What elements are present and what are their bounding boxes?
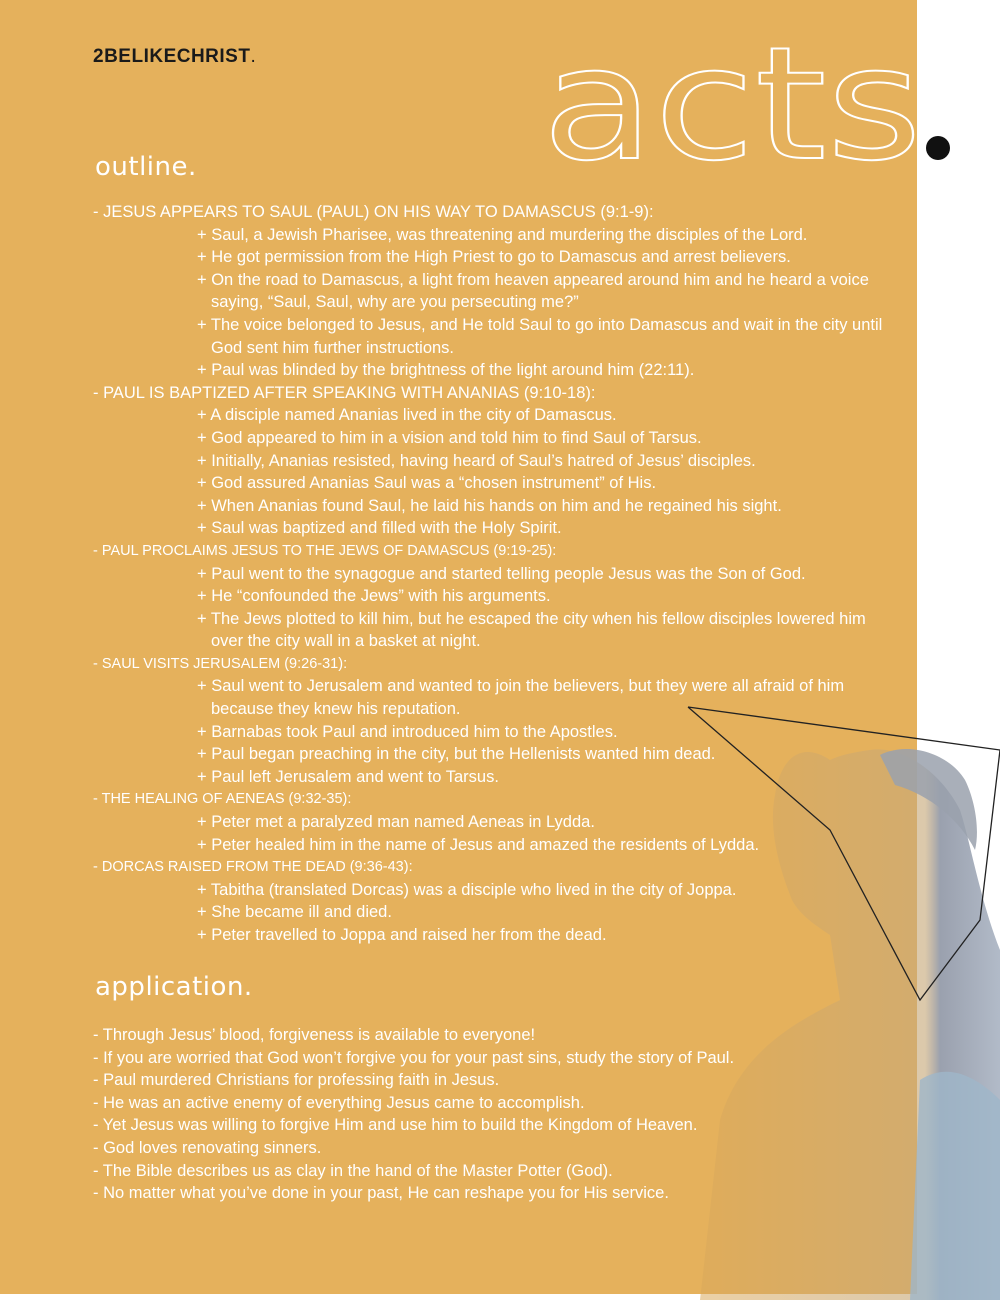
outline-section (93, 856, 883, 946)
outline-item: + Paul was blinded by the brightness of the light around him (22:11). (197, 361, 695, 380)
section-items (93, 224, 883, 382)
outline-item: + Peter travelled to Joppa and raised her from the dead. (197, 926, 607, 944)
application-item: - Yet Jesus was willing to forgive Him and use him to build the Kingdom of Heaven. (93, 1116, 698, 1135)
outline-item: + Saul was baptized and filled with the Holy Spirit. (197, 519, 562, 538)
brand-dot: . (250, 46, 257, 67)
outline-item: + He got permission from the High Priest to go to Damascus and arrest believers. (197, 248, 791, 267)
section-items (93, 879, 883, 947)
outline-item: + God assured Ananias Saul was a “chosen instrument” of His. (197, 474, 657, 493)
section-title: - JESUS APPEARS TO SAUL (PAUL) ON HIS WAY TO DAMASCUS (9:1-9): (93, 203, 654, 221)
section-items (93, 811, 883, 856)
outline-item: + Peter met a paralyzed man named Aeneas in Lydda. (197, 813, 595, 832)
application-item: - Through Jesus’ blood, forgiveness is available to everyone! (93, 1026, 536, 1044)
title-dot (926, 136, 950, 160)
outline-section (93, 540, 883, 653)
section-title: - SAUL VISITS JERUSALEM (9:26-31): (93, 655, 348, 672)
outline-item: + Peter healed him in the name of Jesus and amazed the residents of Lydda. (197, 835, 760, 854)
application-item: - The Bible describes us as clay in the hand of the Master Potter (God). (93, 1161, 613, 1180)
outline-item: + Saul, a Jewish Pharisee, was threatening and murdering the disciples of the Lord. (197, 225, 808, 244)
outline-item: + The voice belonged to Jesus, and He told Saul to go into Damascus and wait in the city until God sent him further instructions. (197, 315, 883, 357)
outline-item: + When Ananias found Saul, he laid his hands on him and he regained his sight. (197, 496, 782, 515)
outline-section (93, 382, 883, 540)
section-items (93, 675, 883, 788)
section-items (93, 404, 883, 540)
outline-section (93, 788, 883, 856)
section-items (93, 563, 883, 653)
outline-section (93, 201, 883, 382)
brand-logo (93, 46, 256, 68)
acts-title (540, 40, 960, 180)
outline-item: + On the road to Damascus, a light from heaven appeared around him and he heard a voice saying, “Saul, Saul, why are you persecuting me?” (197, 270, 869, 312)
outline-item: + Paul began preaching in the city, but the Hellenists wanted him dead. (197, 745, 716, 764)
acts-title-text: acts (542, 40, 922, 180)
outline-item: + A disciple named Ananias lived in the city of Damascus. (197, 406, 617, 425)
application-item: - No matter what you’ve done in your past, He can reshape you for His service. (93, 1184, 669, 1203)
application-list (93, 1024, 883, 1205)
brand-name: 2BELIKECHRIST (93, 46, 251, 67)
outline-item: + The Jews plotted to kill him, but he escaped the city when his fellow disciples lowered him over the city wall in a basket at night. (197, 609, 866, 651)
application-item: - God loves renovating sinners. (93, 1138, 322, 1157)
section-title: - DORCAS RAISED FROM THE DEAD (9:36-43): (93, 859, 413, 876)
outline-item: + Paul went to the synagogue and started telling people Jesus was the Son of God. (197, 564, 806, 583)
outline-item: + Barnabas took Paul and introduced him to the Apostles. (197, 722, 618, 741)
application-item: - If you are worried that God won’t forgive you for your past sins, study the story of Paul. (93, 1048, 735, 1067)
outline-list (93, 201, 883, 947)
outline-item: + Saul went to Jerusalem and wanted to join the believers, but they were all afraid of him because they knew his reputation. (197, 677, 845, 719)
outline-heading: outline. (95, 152, 197, 182)
outline-item: + Tabitha (translated Dorcas) was a disciple who lived in the city of Joppa. (197, 880, 737, 899)
section-title: - THE HEALING OF AENEAS (9:32-35): (93, 791, 352, 808)
outline-item: + Initially, Ananias resisted, having heard of Saul’s hatred of Jesus’ disciples. (197, 451, 756, 470)
section-title: - PAUL IS BAPTIZED AFTER SPEAKING WITH ANANIAS (9:10-18): (93, 383, 596, 402)
application-item: - He was an active enemy of everything Jesus came to accomplish. (93, 1093, 585, 1112)
section-title: - PAUL PROCLAIMS JESUS TO THE JEWS OF DAMASCUS (9:19-25): (93, 542, 557, 559)
outline-section (93, 653, 883, 789)
application-item: - Paul murdered Christians for professing faith in Jesus. (93, 1071, 500, 1090)
outline-item: + Paul left Jerusalem and went to Tarsus. (197, 767, 499, 786)
outline-item: + God appeared to him in a vision and told him to find Saul of Tarsus. (197, 428, 702, 447)
application-heading: application. (95, 972, 253, 1002)
outline-item: + He “confounded the Jews” with his arguments. (197, 587, 551, 606)
outline-item: + She became ill and died. (197, 903, 392, 922)
